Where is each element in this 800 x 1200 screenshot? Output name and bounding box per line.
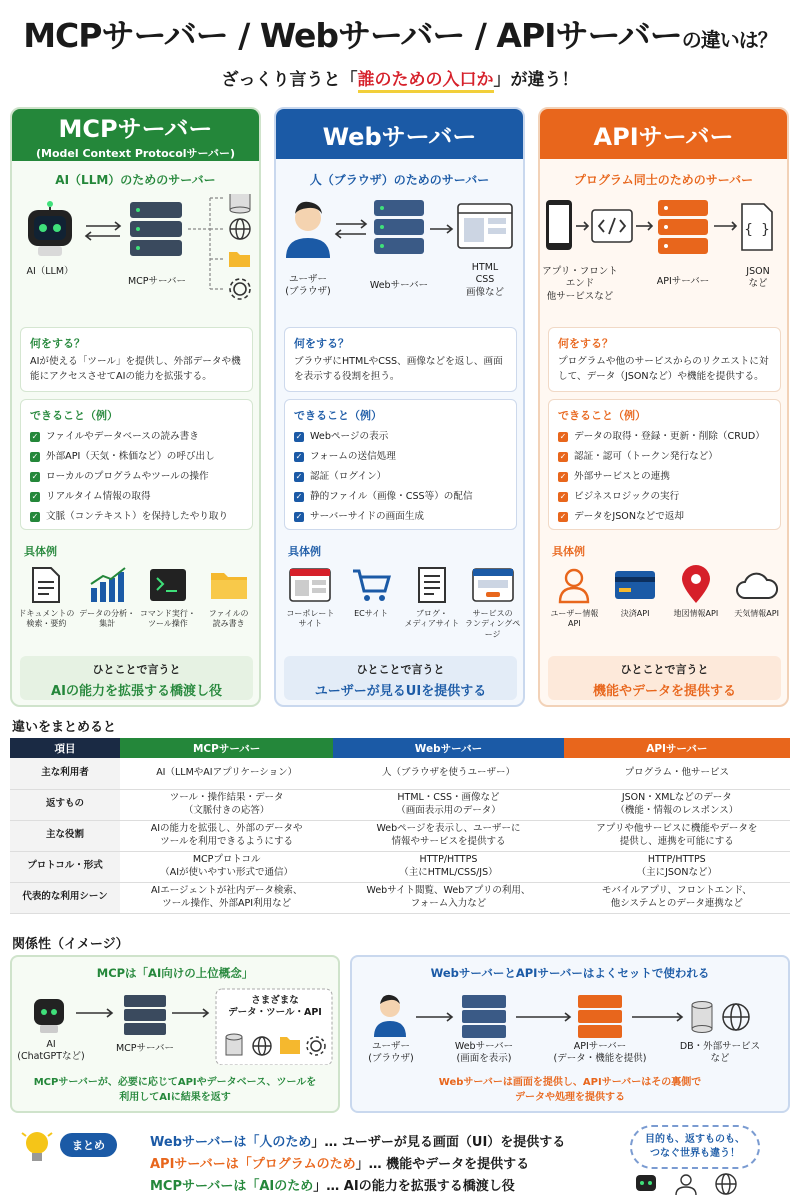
rel-db-sub: など: [710, 1053, 730, 1065]
server-icon: [658, 200, 708, 254]
rel-tools2: データ・ツール・API: [228, 1007, 322, 1019]
api-can-text: 外部サービスとの連携: [574, 471, 670, 482]
table-row-label: 代表的な利用シーン: [10, 882, 120, 913]
api-diag-out2: など: [748, 278, 768, 290]
table-row-label: 主な利用者: [10, 758, 120, 789]
arrow-icon: [632, 1013, 682, 1021]
web-what-text: ブラウザにHTMLやCSS、画像などを返し、画面を表示する役割を担う。: [294, 356, 503, 382]
comparison-table: [10, 738, 790, 914]
table-cell: アプリや他サービスに機能やデータを 提供し、連携を可能にする: [564, 820, 790, 851]
web-diag-server-label: Webサーバー: [369, 280, 429, 291]
map-pin-icon: [681, 565, 711, 605]
mcp-can-title: できること（例）: [30, 409, 118, 422]
rel-ai-sub: (ChatGPTなど): [17, 1051, 85, 1063]
arrow-icon: [636, 222, 652, 230]
globe-icon: [723, 1004, 749, 1030]
robot-icon: [636, 1175, 656, 1191]
table-row-label: 返すもの: [10, 789, 120, 820]
server-columns: [10, 107, 790, 707]
check-icon: ✓: [559, 492, 567, 501]
arrow-icon: [516, 1013, 570, 1021]
example-item: [17, 564, 75, 630]
compare-title: 違いをまとめると: [12, 720, 117, 735]
table-row: [10, 851, 790, 882]
bubble-line2: つなぐ世界も違う！: [650, 1148, 740, 1159]
title-main: MCPサーバー / Webサーバー / APIサーバー: [23, 16, 682, 55]
web-can-item: [294, 467, 507, 487]
subtitle-highlight: 誰のための入口か: [358, 70, 494, 93]
table-cell: ツール・操作結果・データ （文脈付きの応答）: [120, 789, 333, 820]
example-label: 検索・要約: [26, 619, 67, 629]
bar-chart-icon: [87, 566, 127, 604]
relation-web-api-box: [350, 955, 790, 1113]
web-diag-out1: HTML: [471, 262, 499, 273]
summary-api-c: 」… 機能やデータを提供する: [355, 1157, 530, 1172]
svg-text:{ }: { }: [744, 222, 770, 238]
web-what-box: [284, 327, 517, 392]
summary-mcp-b: AIのため: [259, 1179, 314, 1194]
credit-card-icon: [614, 570, 656, 600]
web-summary-lead: ひとことで言うと: [356, 663, 445, 676]
terminal-icon: [149, 568, 187, 602]
user-icon: [374, 995, 406, 1037]
speech-bubble: [630, 1125, 760, 1169]
connector-lines: [188, 198, 224, 289]
robot-icon: [34, 999, 64, 1033]
example-label: ツール操作: [147, 619, 188, 629]
summary-web-a: Webサーバーは「: [150, 1135, 260, 1150]
api-can-item: [558, 427, 771, 447]
mcp-summary: [20, 656, 253, 700]
browser-window-icon: [458, 204, 512, 248]
summary-api-b: プログラムのため: [251, 1157, 356, 1172]
table-header-row: [10, 738, 790, 758]
relation-left-title: MCPは「AI向けの上位概念」: [96, 966, 254, 980]
mcp-can-item: [30, 427, 243, 447]
example-label: API: [568, 619, 581, 629]
rel-db: DB・外部サービス: [679, 1041, 761, 1052]
subtitle-pre: ざっくり言うと「: [221, 70, 358, 90]
web-can-text: 静的ファイル（画像・CSS等）の配信: [310, 491, 473, 502]
mcp-can-item: [30, 447, 243, 467]
web-header: [276, 109, 523, 159]
web-diag-user-sub: (ブラウザ): [285, 286, 331, 298]
relation-right-api-label: [550, 1041, 650, 1066]
example-label: サイト: [298, 619, 323, 629]
bidirectional-arrow-icon: [336, 220, 366, 238]
bidirectional-arrow-icon: [86, 222, 120, 240]
mcp-can-item: [30, 467, 243, 487]
json-file-icon: [742, 204, 772, 250]
shopping-cart-icon: [351, 567, 391, 603]
user-icon: [676, 1175, 696, 1195]
user-profile-icon: [557, 566, 591, 604]
api-examples: [544, 564, 787, 630]
example-label: 地図情報API: [673, 609, 719, 618]
table-row: [10, 758, 790, 789]
robot-icon: [28, 201, 72, 256]
web-can-item: [294, 427, 507, 447]
summary-web-b: 人のため: [259, 1135, 312, 1150]
mcp-for: AI（LLM）のためのサーバー: [55, 173, 216, 187]
api-diagram: [540, 194, 787, 317]
table-cell: AIの能力を拡張し、外部のデータや ツールを利用できるようにする: [120, 820, 333, 851]
table-cell: 人（ブラウザを使うユーザー）: [333, 758, 563, 789]
check-icon: ✓: [295, 432, 303, 441]
table-row-label: 主な役割: [10, 820, 120, 851]
web-can-text: 認証（ログイン）: [310, 471, 387, 482]
web-can-text: フォームの送信処理: [310, 451, 396, 462]
check-icon: ✓: [295, 512, 303, 521]
table-row: [10, 789, 790, 820]
web-examples-title: 具体例: [288, 545, 321, 558]
mcp-can-box: [20, 399, 253, 530]
globe-icon: [716, 1174, 736, 1194]
mcp-summary-lead: ひとことで言うと: [92, 663, 181, 676]
user-icon: [286, 202, 330, 258]
api-diag-out1: JSON: [746, 266, 770, 277]
table-header: MCPサーバー: [120, 738, 333, 758]
cloud-icon: [735, 570, 779, 600]
example-label: ユーザー情報: [550, 609, 599, 618]
arrow-icon: [576, 222, 588, 230]
api-can-item: [558, 507, 771, 527]
smartphone-icon: [546, 200, 572, 250]
article-icon: [417, 566, 447, 604]
web-what-title: 何をする？: [294, 337, 349, 350]
rel-user: ユーザー: [371, 1041, 410, 1052]
database-icon: [692, 1002, 712, 1033]
example-item: [464, 564, 522, 640]
mcp-can-item: [30, 487, 243, 507]
web-can-item: [294, 447, 507, 467]
web-can-item: [294, 507, 507, 527]
example-label: ファイルの: [208, 609, 249, 618]
web-diag-out2: CSS: [475, 274, 495, 286]
api-for: プログラム同士のためのサーバー: [573, 173, 754, 187]
summary-mcp-c: 」… AIの能力を拡張する橋渡し役: [313, 1179, 515, 1194]
database-icon: [230, 194, 250, 213]
check-icon: ✓: [31, 492, 39, 501]
example-label: ドキュメントの: [18, 609, 75, 618]
mcp-examples: [16, 564, 259, 630]
example-label: データの分析・: [79, 609, 136, 618]
example-label: メディアサイト: [404, 619, 460, 629]
summary-web-c: 」… ユーザーが見る画面（UI）を提供する: [311, 1135, 566, 1150]
web-for: 人（ブラウザ）のためのサーバー: [309, 173, 490, 187]
table-cell: AI（LLMやAIアプリケーション）: [120, 758, 333, 789]
api-can-item: [558, 487, 771, 507]
api-diag-output-label: [736, 266, 780, 291]
web-diag-output-label: [456, 262, 514, 299]
table-cell: プログラム・他サービス: [564, 758, 790, 789]
relation-left-server-label: MCPサーバー: [115, 1043, 175, 1054]
api-name: APIサーバー: [593, 122, 734, 151]
summary-icons: [630, 1171, 760, 1197]
bubble-line1: 目的も、返すものも、: [645, 1134, 745, 1145]
mcp-diagram: [12, 194, 259, 319]
table-cell: HTTP/HTTPS （主にHTML/CSS/JS）: [333, 851, 563, 882]
table-cell: JSON・XMLなどのデータ （機能・情報のレスポンス）: [564, 789, 790, 820]
folder-icon: [229, 252, 250, 267]
rel-web-sub: (画面を表示): [456, 1053, 512, 1065]
api-can-text: データの取得・登録・更新・削除（CRUD）: [574, 431, 765, 442]
mcp-can-text: 文脈（コンテキスト）を保持したやり取り: [46, 511, 229, 522]
mcp-can-text: ローカルのプログラムやツールの操作: [46, 471, 209, 482]
server-icon: [130, 202, 182, 256]
web-can-text: サーバーサイドの画面生成: [310, 511, 424, 522]
mcp-summary-text: AIの能力を拡張する橋渡し役: [51, 684, 222, 699]
folder-icon: [209, 569, 249, 601]
table-cell: AIエージェントが社内データ検索、 ツール操作、外部API利用など: [120, 882, 333, 913]
page-subtitle: [0, 65, 800, 90]
relation-left-tools-label: [218, 995, 332, 1020]
rel-web: Webサーバー: [454, 1041, 514, 1052]
arrow-icon: [76, 1009, 112, 1017]
web-diag-user-label: [280, 274, 336, 299]
table-cell: HTTP/HTTPS （主にJSONなど）: [564, 851, 790, 882]
api-diag-client1: アプリ・フロントエンド: [542, 266, 618, 290]
web-can-title: できること（例）: [294, 409, 382, 422]
arrow-icon: [714, 222, 736, 230]
mcp-can-text: ファイルやデータベースの読み書き: [46, 431, 199, 442]
web-can-box: [284, 399, 517, 530]
table-cell: HTML・CSS・画像など （画面表示用のデータ）: [333, 789, 563, 820]
mcp-can-text: 外部API（天気・株価など）の呼び出し: [46, 451, 215, 462]
relation-right-footer: [352, 1076, 788, 1105]
code-icon: [592, 210, 632, 242]
api-examples-title: 具体例: [552, 545, 585, 558]
table-header: Webサーバー: [333, 738, 563, 758]
check-icon: ✓: [559, 452, 567, 461]
relation-right-db-label: [670, 1041, 770, 1066]
server-icon: [124, 995, 166, 1035]
landing-page-icon: [472, 568, 514, 602]
website-icon: [289, 568, 331, 602]
web-diag-user: ユーザー: [288, 274, 327, 285]
mcp-diagram-icons: [12, 194, 263, 319]
web-can-item: [294, 487, 507, 507]
relation-left-footer: [12, 1076, 338, 1105]
web-column: [274, 107, 525, 707]
web-diagram: [276, 194, 523, 317]
relation-left-ai-label: [16, 1039, 86, 1064]
example-label: コマンド実行・: [139, 609, 196, 618]
example-label: 読み書き: [212, 619, 245, 629]
rel-tools1: さまざまな: [251, 995, 299, 1006]
mcp-diag-ai-label: AI（LLM）: [26, 266, 74, 277]
api-can-text: 認証・認可（トークン発行など）: [574, 451, 718, 462]
check-icon: ✓: [559, 432, 567, 441]
web-summary-text: ユーザーが見るUIを提供する: [314, 684, 487, 699]
example-label: ランディングページ: [465, 619, 521, 639]
mcp-subname: (Model Context Protocolサーバー): [35, 147, 235, 160]
api-summary-lead: ひとことで言うと: [620, 663, 709, 676]
table-row: [10, 820, 790, 851]
document-icon: [31, 566, 61, 604]
example-label: サービスの: [472, 609, 513, 618]
web-diag-out3: 画像など: [465, 286, 504, 298]
api-diag-client-label: [540, 266, 620, 303]
title-tail: の違いは？: [681, 28, 777, 52]
example-label: 天気情報API: [734, 609, 779, 618]
mcp-what-box: [20, 327, 253, 392]
example-item: [728, 564, 786, 630]
server-icon: [578, 995, 622, 1038]
api-can-box: [548, 399, 781, 530]
check-icon: ✓: [295, 492, 303, 501]
check-icon: ✓: [559, 512, 567, 521]
example-label: ECサイト: [354, 609, 389, 618]
example-item: [342, 564, 400, 640]
example-item: [139, 564, 197, 630]
api-what-title: 何をする？: [558, 337, 613, 350]
example-item: [200, 564, 258, 630]
check-icon: ✓: [31, 512, 39, 521]
mcp-can-item: [30, 507, 243, 527]
lightbulb-icon: [20, 1129, 54, 1169]
web-summary: [284, 656, 517, 700]
table-header: 項目: [10, 738, 120, 758]
example-item: [606, 564, 664, 630]
api-what-box: [548, 327, 781, 392]
example-item: [667, 564, 725, 630]
relation-right-user-label: [358, 1041, 424, 1066]
example-item: [545, 564, 603, 630]
table-cell: Webページを表示し、ユーザーに 情報やサービスを提供する: [333, 820, 563, 851]
summary-line: [150, 1131, 565, 1150]
subtitle-post: 」が違う！: [493, 70, 579, 90]
api-column: [538, 107, 789, 707]
summary-line: [150, 1153, 529, 1172]
api-summary: [548, 656, 781, 700]
example-item: [78, 564, 136, 630]
mcp-can-text: リアルタイム情報の取得: [46, 491, 151, 502]
page-title: [0, 10, 800, 57]
relation-title: 関係性（イメージ）: [12, 937, 129, 952]
arrow-icon: [430, 225, 452, 233]
example-label: コーポレート: [286, 609, 335, 618]
mcp-diag-server-label: MCPサーバー: [127, 276, 187, 287]
relation-mcp-box: [10, 955, 340, 1113]
web-name: Webサーバー: [322, 122, 477, 151]
api-can-title: できること（例）: [558, 409, 646, 422]
example-label: ブログ・: [415, 609, 448, 618]
rel-api: APIサーバー: [573, 1041, 627, 1052]
summary-mcp-a: MCPサーバーは「: [150, 1179, 260, 1194]
check-icon: ✓: [295, 452, 303, 461]
api-summary-text: 機能やデータを提供する: [592, 684, 736, 699]
table-body: [10, 758, 790, 913]
rel-api-sub: (データ・機能を提供): [553, 1053, 647, 1065]
rel-left-foot2: 利用してAIに結果を返す: [119, 1091, 231, 1103]
summary-line: [150, 1175, 515, 1194]
api-can-text: ビジネスロジックの実行: [574, 491, 680, 502]
check-icon: ✓: [31, 432, 39, 441]
rel-right-foot2: データや処理を提供する: [515, 1091, 625, 1103]
web-can-text: Webページの表示: [310, 431, 389, 442]
example-item: [281, 564, 339, 640]
api-can-text: データをJSONなどで返却: [574, 511, 684, 522]
mcp-examples-title: 具体例: [24, 545, 57, 558]
example-label: 決済API: [620, 609, 650, 618]
rel-user-sub: (ブラウザ): [368, 1053, 414, 1065]
check-icon: ✓: [31, 452, 39, 461]
table-cell: Webサイト閲覧、Webアプリの利用、 フォーム入力など: [333, 882, 563, 913]
check-icon: ✓: [295, 472, 303, 481]
rel-left-foot1: MCPサーバーが、必要に応じてAPIやデータベース、ツールを: [33, 1077, 317, 1088]
web-examples: [280, 564, 523, 640]
example-item: [403, 564, 461, 640]
server-icon: [462, 995, 506, 1038]
server-icon: [374, 200, 424, 254]
rel-ai: AI: [46, 1039, 56, 1050]
database-icon: [226, 1034, 242, 1055]
check-icon: ✓: [31, 472, 39, 481]
table-cell: MCPプロトコル （AIが使いやすい形式で通信）: [120, 851, 333, 882]
table-row-label: プロトコル・形式: [10, 851, 120, 882]
mcp-header: [12, 109, 259, 161]
gear-icon: [230, 279, 250, 299]
api-diag-server-label: APIサーバー: [656, 276, 710, 287]
api-can-item: [558, 447, 771, 467]
globe-icon: [230, 219, 250, 239]
arrow-icon: [172, 1009, 208, 1017]
arrow-icon: [416, 1013, 452, 1021]
example-label: 集計: [99, 619, 116, 629]
table-header: APIサーバー: [564, 738, 790, 758]
summary-pill: まとめ: [60, 1133, 117, 1157]
table-cell: モバイルアプリ、フロントエンド、 他システムとのデータ連携など: [564, 882, 790, 913]
api-header: [540, 109, 787, 159]
summary-section: [10, 1125, 790, 1195]
check-icon: ✓: [559, 472, 567, 481]
mcp-what-title: 何をする？: [30, 337, 85, 350]
header: [0, 0, 800, 90]
api-can-item: [558, 467, 771, 487]
api-diag-client2: 他サービスなど: [546, 290, 614, 302]
summary-api-a: APIサーバーは「: [150, 1157, 252, 1172]
mcp-name: MCPサーバー: [58, 115, 213, 143]
rel-right-foot1: Webサーバーは画面を提供し、APIサーバーはその裏側で: [438, 1077, 702, 1088]
mcp-column: [10, 107, 261, 707]
relation-right-title: WebサーバーとAPIサーバーはよくセットで使われる: [430, 966, 710, 980]
table-row: [10, 882, 790, 913]
relation-right-web-label: [446, 1041, 522, 1066]
mcp-what-text: AIが使える「ツール」を提供し、外部データや機能にアクセスさせてAIの能力を拡張する。: [30, 356, 241, 382]
api-what-text: プログラムや他のサービスからのリクエストに対して、データ（JSONなど）や機能を提供する。: [558, 356, 769, 382]
